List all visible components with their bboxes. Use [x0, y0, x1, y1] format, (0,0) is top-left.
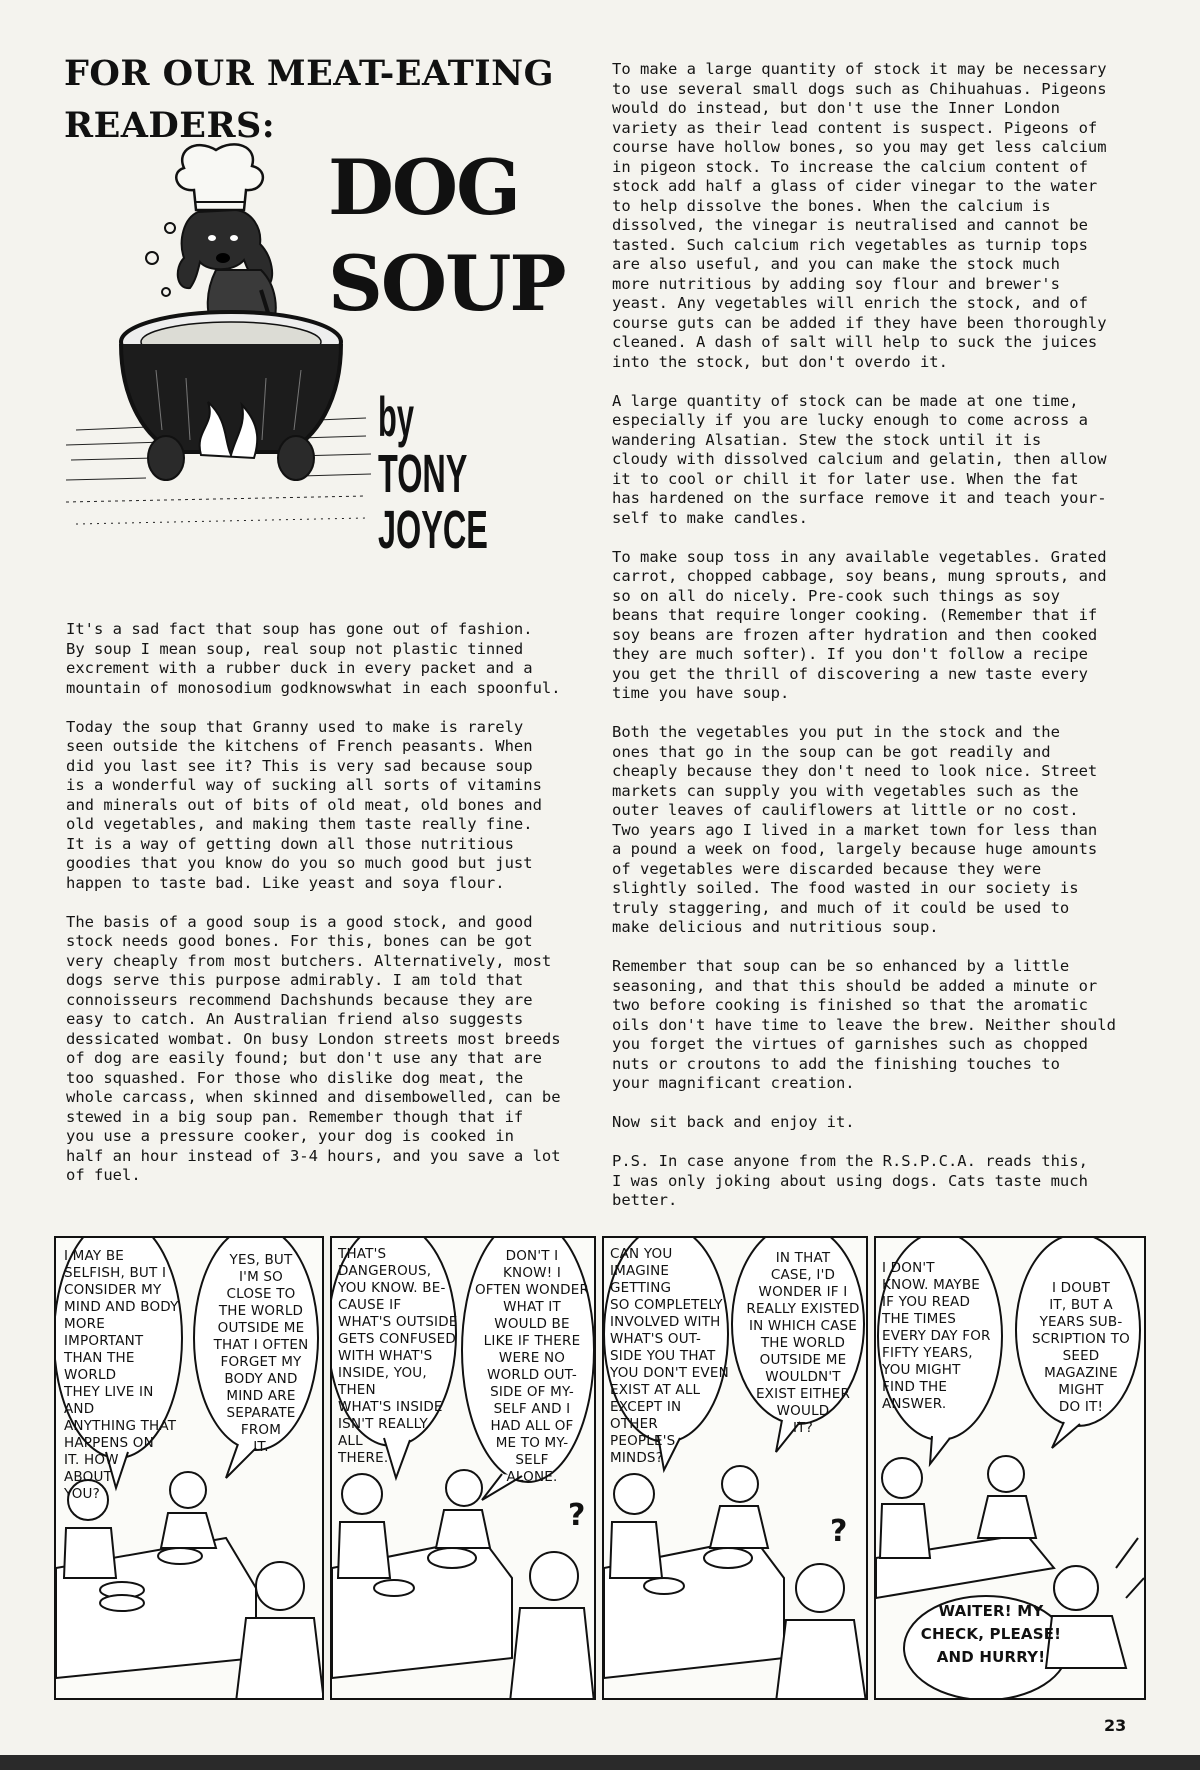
- panel-3-balloon-right: IN THAT CASE, I'D WONDER IF I REALLY EXISTED IN WHICH CASE THE WORLD OUTSIDE ME WOULDN'T EXIST EITHER WOULD IT?: [746, 1250, 860, 1436]
- panel-3-question-mark: ?: [830, 1514, 848, 1549]
- left-paragraph-1: It's a sad fact that soup has gone out of fashion. By soup I mean soup, real soup not plastic tinned excrement with a rubber duck in every packet and a mountain of monosodium godknowswhat in each spoonful.: [66, 620, 561, 697]
- kicker-line-2: READERS:: [64, 105, 276, 146]
- title-line-2: SOUP: [328, 239, 565, 328]
- title-line-1: DOG: [328, 143, 520, 232]
- article-right-column: [612, 60, 1142, 1230]
- article-left-column: [66, 620, 596, 1205]
- panel-4-balloon-right: I DOUBT IT, BUT A YEARS SUB- SCRIPTION TO SEED MAGAZINE MIGHT DO IT!: [1031, 1280, 1130, 1415]
- right-paragraph-1: To make a large quantity of stock it may be necessary to use several small dogs such as Chihuahuas. Pigeons would do instead, but don't use the Inner London variety as their lead content is suspect. Pigeons of course have hollow bones, so you may get less calcium in pigeon stock. To increase the calcium content of stock add half a glass of cider vinegar to the water to help dissolve the bones. When the calcium is dissolved, the vinegar is neutralised and cannot be tasted. Such calcium rich vegetables as turnip tops are also useful, and you can make the stock much more nutritious by adding soy flour and brewer's yeast. Any vegetables will enrich the stock, and of course guts can be added if they have been thoroughly cleaned. A dash of salt will help to suck the juices into the stock, but don't overdo it.: [612, 60, 1107, 371]
- comic-panel-3: [602, 1236, 868, 1700]
- right-paragraph-6: Now sit back and enjoy it.: [612, 1113, 855, 1131]
- page-number: 23: [1104, 1716, 1127, 1735]
- panel-2-question-mark: ?: [568, 1498, 586, 1533]
- author-last-name: JOYCE: [378, 500, 488, 560]
- right-paragraph-2: A large quantity of stock can be made at one time, especially if you are lucky enough to come across a wandering Alsatian. Stew the stock until it is cloudy with dissolved calcium and gelatin, then allow it to cool or chill it for later use. When the fat has hardened on the surface remove it and teach your- self to make candles.: [612, 391, 1107, 527]
- right-paragraph-4: Both the vegetables you put in the stock and the ones that go in the soup can be got readily and cheaply because they don't need to look nice. Street markets can supply you with vegetables such as the outer leaves of cauliflowers at little or no cost. Two years ago I lived in a market town for less than a pound a week on food, largely because huge amounts of vegetables were discarded because they were slightly soiled. The food wasted in our society is truly staggering, and much of it could be used to make delicious and nutritious soup.: [612, 723, 1098, 936]
- panel-2-balloon-right: DON'T I KNOW! I OFTEN WONDER WHAT IT WOULD BE LIKE IF THERE WERE NO WORLD OUT- SIDE OF MY- SELF AND I HAD ALL OF ME TO MY- SELF ALONE.: [474, 1248, 590, 1485]
- panel-3-balloon-left: CAN YOU IMAGINE GETTING SO COMPLETELY INVOLVED WITH WHAT'S OUT- SIDE YOU THAT YOU DON'T EVEN EXIST AT ALL EXCEPT IN OTHER PEOPLE'S MINDS?: [610, 1246, 729, 1466]
- panel-4-balloon-left: I DON'T KNOW. MAYBE IF YOU READ THE TIMES EVERY DAY FOR FIFTY YEARS, YOU MIGHT FIND THE ANSWER.: [882, 1260, 991, 1412]
- comic-panel-1: [54, 1236, 324, 1700]
- right-paragraph-5: Remember that soup can be so enhanced by a little seasoning, and that this should be added a minute or two before cooking is finished so that the aromatic oils don't have time to leave the brew. Neither should you forget the virtues of garnishes such as chopped nuts or croutons to add the finishing touches to your magnificant creation.: [612, 957, 1116, 1092]
- article-kicker: [64, 48, 604, 152]
- left-paragraph-3: The basis of a good soup is a good stock, and good stock needs good bones. For this, bones can be got very cheaply from most butchers. Alternatively, most dogs serve this purpose admirably. I am told that connoisseurs recommend Dachshunds because they are easy to catch. An Australian friend also suggests dessicated wombat. On busy London streets most breeds of dog are easily found; but don't use any that are too squashed. For those who dislike dog meat, the whole carcass, when skinned and disembowelled, can be stewed in a big soup pan. Remember though that if you use a pressure cooker, your dog is cooked in half an hour instead of 3-4 hours, and you save a lot of fuel.: [66, 912, 561, 1184]
- panel-1-balloon-right: YES, BUT I'M SO CLOSE TO THE WORLD OUTSIDE ME THAT I OFTEN FORGET MY BODY AND MIND ARE SEPARATE FROM IT.: [213, 1252, 309, 1455]
- byline: [378, 385, 528, 560]
- author-first-name: TONY: [378, 444, 468, 504]
- right-paragraph-3: To make soup toss in any available vegetables. Grated carrot, chopped cabbage, soy beans, mung sprouts, and so on all do nicely. Pre-cook such things as soy beans that require longer cooking. (Remember that if soy beans are frozen after hydration and then cooked they are much softer). If you don't follow a recipe you get the thrill of discovering a new taste every time you have soup.: [612, 547, 1107, 702]
- comic-panel-4: [874, 1236, 1146, 1700]
- comic-strip: [54, 1236, 1146, 1700]
- left-paragraph-2: Today the soup that Granny used to make is rarely seen outside the kitchens of French peasants. When did you last see it? This is very sad because soup is a wonderful way of sucking all sorts of vitamins and minerals out of bits of old meat, old bones and old vegetables, and making them taste really fine. It is a way of getting down all those nutritious goodies that you know do you so much good but just happen to taste bad. Like yeast and soya flour.: [66, 717, 542, 892]
- panel-2-balloon-left: THAT'S DANGEROUS, YOU KNOW. BE- CAUSE IF WHAT'S OUTSIDE GETS CONFUSED WITH WHAT'S INSIDE, YOU, THEN WHAT'S INSIDE ISN'T REALLY ALL THERE.: [338, 1246, 458, 1466]
- byline-by: by: [378, 385, 414, 448]
- article-title: [328, 140, 598, 332]
- kicker-line-1: FOR OUR MEAT-EATING: [64, 53, 555, 94]
- right-paragraph-7: P.S. In case anyone from the R.S.P.C.A. reads this, I was only joking about using dogs. Cats taste much better.: [612, 1152, 1088, 1209]
- panel-1-balloon-left: I MAY BE SELFISH, BUT I CONSIDER MY MIND AND BODY MORE IMPORTANT THAN THE WORLD THEY LIVE IN AND ANYTHING THAT HAPPENS ON IT. HOW ABOUT YOU?: [64, 1248, 179, 1502]
- scan-edge: [0, 1755, 1200, 1770]
- panel-4-waiter-shout: WAITER! MY CHECK, PLEASE! AND HURRY!: [920, 1602, 1062, 1666]
- comic-panel-2: [330, 1236, 596, 1700]
